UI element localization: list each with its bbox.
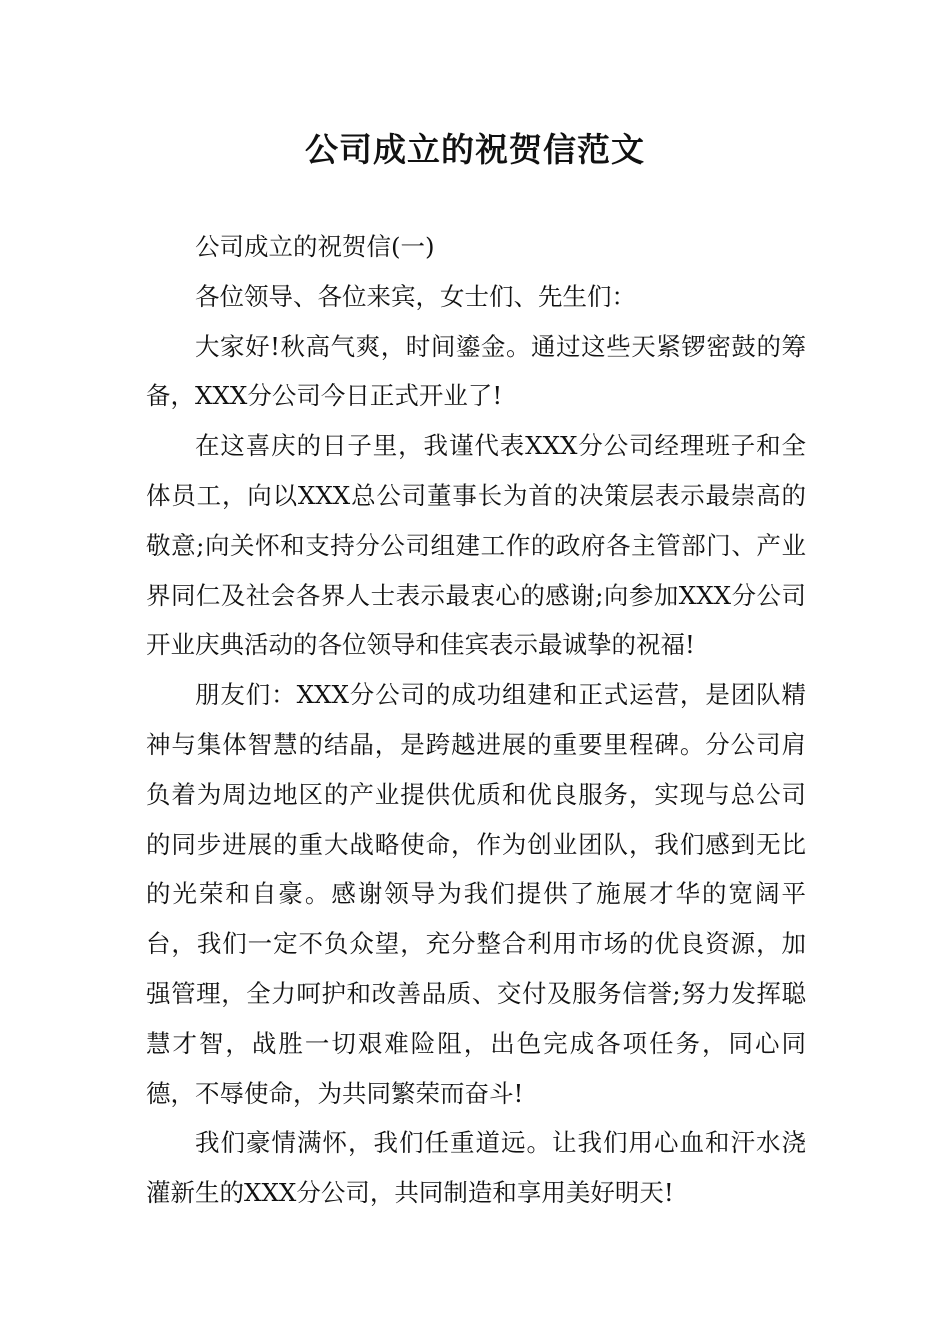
paragraph-closing: 我们豪情满怀，我们任重道远。让我们用心血和汗水浇灌新生的XXX分公司，共同制造和享用美好明天! <box>146 1128 806 1208</box>
document-body <box>146 222 806 1218</box>
paragraph-salutation: 各位领导、各位来宾，女士们、先生们： <box>195 281 636 311</box>
paragraph-friends: 朋友们：XXX分公司的成功组建和正式运营，是团队精神与集体智慧的结晶，是跨越进展的重要里程碑。分公司肩负着为周边地区的产业提供优质和优良服务，实现与总公司的同步进展的重大战略使命，作为创业团队，我们感到无比的光荣和自豪。感谢领导为我们提供了施展才华的宽阔平台，我们一定不负众望，充分整合利用市场的优良资源，加强管理，全力呵护和改善品质、交付及服务信誉;努力发挥聪慧才智，战胜一切艰难险阻，出色完成各项任务，同心同德，不辱使命，为共同繁荣而奋斗! <box>146 680 806 1108</box>
paragraph-subtitle: 公司成立的祝贺信(一) <box>195 232 435 261</box>
document-title: 公司成立的祝贺信范文 <box>305 130 645 169</box>
paragraph-thanks: 在这喜庆的日子里，我谨代表XXX分公司经理班子和全体员工，向以XXX总公司董事长为首的决策层表示最崇高的敬意;向关怀和支持分公司组建工作的政府各主管部门、产业界同仁及社会各界人士表示最衷心的感谢;向参加XXX分公司开业庆典活动的各位领导和佳宾表示最诚挚的祝福! <box>146 431 806 660</box>
paragraph-greeting: 大家好!秋高气爽，时间鎏金。通过这些天紧锣密鼓的筹备，XXX分公司今日正式开业了! <box>146 331 806 411</box>
